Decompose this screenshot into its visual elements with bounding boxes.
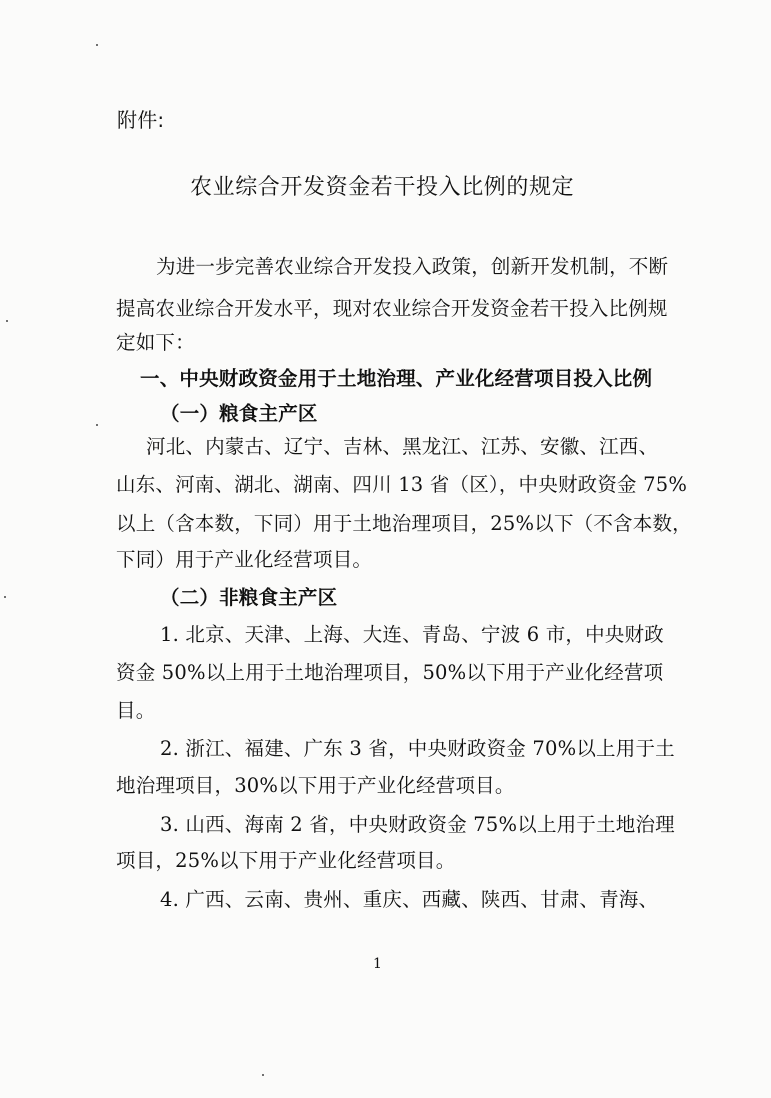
item-1-line-3: 目。 [116,699,156,722]
scan-speck [96,44,98,46]
attachment-label: 附件: [117,108,165,132]
item-3-line-2: 项目，25%以下用于产业化经营项目。 [116,849,456,872]
item-4-line-1: 4. 广西、云南、贵州、重庆、西藏、陕西、甘肃、青海、 [160,888,659,911]
scan-speck [262,1074,264,1076]
item-3-line-1: 3. 山西、海南 2 省，中央财政资金 75%以上用于土地治理 [160,813,675,836]
scan-speck [96,424,98,426]
section-1-heading: 一、中央财政资金用于土地治理、产业化经营项目投入比例 [140,367,653,390]
sub1-body-line-3: 以上（含本数，下同）用于土地治理项目，25%以下（不含本数， [116,512,692,535]
item-1-line-2: 资金 50%以上用于土地治理项目，50%以下用于产业化经营项 [116,661,664,684]
sub1-body-line-4: 下同）用于产业化经营项目。 [116,548,373,571]
page-number: 1 [373,956,382,972]
item-2-line-1: 2. 浙江、福建、广东 3 省，中央财政资金 70%以上用于土 [160,737,675,760]
item-2-line-2: 地治理项目，30%以下用于产业化经营项目。 [116,774,515,797]
intro-line-2: 提高农业综合开发水平，现对农业综合开发资金若干投入比例规 [116,297,668,320]
document-title: 农业综合开发资金若干投入比例的规定 [190,175,575,200]
intro-line-3: 定如下： [116,331,195,354]
sub1-body-line-1: 河北、内蒙古、辽宁、吉林、黑龙江、江苏、安徽、江西、 [146,435,659,458]
scan-speck [6,320,8,322]
intro-line-1: 为进一步完善农业综合开发投入政策，创新开发机制，不断 [156,255,669,278]
subsection-1-heading: （一）粮食主产区 [160,402,318,425]
item-1-line-1: 1. 北京、天津、上海、大连、青岛、宁波 6 市，中央财政 [160,623,664,646]
subsection-2-heading: （二）非粮食主产区 [160,586,338,609]
scan-speck [4,596,6,598]
sub1-body-line-2: 山东、河南、湖北、湖南、四川 13 省（区），中央财政资金 75% [116,473,688,496]
